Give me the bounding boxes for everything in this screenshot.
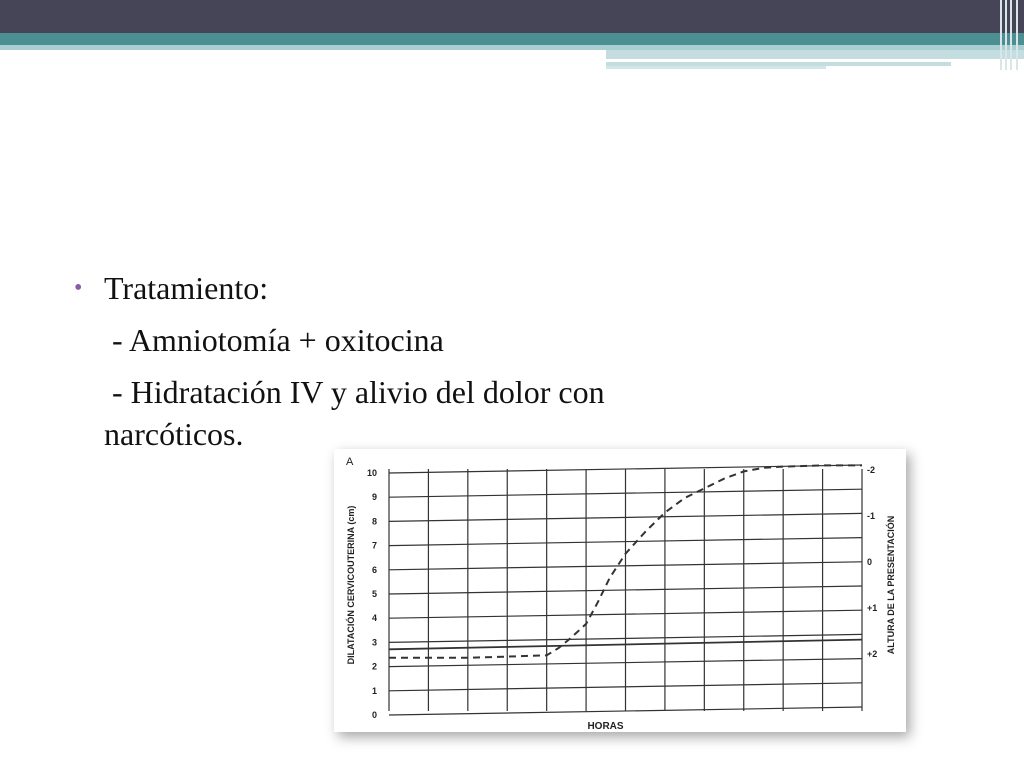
y-right-tick-label: -1 xyxy=(867,510,876,521)
labor-chart-svg xyxy=(334,449,906,732)
y-right-tick-label: -2 xyxy=(867,465,876,475)
slide-body xyxy=(74,262,814,460)
y-tick-label: 5 xyxy=(371,589,377,599)
bullet-heading: Tratamiento: xyxy=(104,270,269,306)
y-tick-label: 0 xyxy=(371,710,377,720)
header-accent-line-2 xyxy=(606,66,826,69)
treatment-line-1: - Amniotomía + oxitocina xyxy=(112,322,444,358)
y-right-tick-label: +2 xyxy=(867,648,878,659)
panel-label: A xyxy=(346,456,354,468)
y-tick-label: 1 xyxy=(371,685,377,696)
bullet-item xyxy=(74,262,814,314)
y-tick-label: 3 xyxy=(371,637,377,648)
bullet-icon: • xyxy=(74,275,83,301)
y-tick-label: 4 xyxy=(371,613,377,624)
y-tick-label: 6 xyxy=(371,564,377,575)
x-axis-label: HORAS xyxy=(587,721,624,732)
y-right-tick-label: +1 xyxy=(867,602,878,613)
treatment-line-3: narcóticos. xyxy=(104,416,244,452)
y-tick-label: 9 xyxy=(371,492,377,503)
y-right-axis-label: ALTURA DE LA PRESENTACIÓN xyxy=(886,515,896,655)
header-teal-bar xyxy=(0,33,1024,45)
y-axis-label: DILATACIÓN CERVICOUTERINA (cm) xyxy=(346,505,356,665)
y-tick-label: 10 xyxy=(366,468,377,478)
labor-chart xyxy=(334,449,906,732)
header-dark-bar xyxy=(0,0,1024,33)
y-tick-label: 8 xyxy=(371,516,377,527)
y-tick-label: 2 xyxy=(371,661,377,672)
y-right-tick-label: 0 xyxy=(867,556,873,567)
treatment-line-2: - Hidratación IV y alivio del dolor con xyxy=(112,374,605,410)
header-right-stripes xyxy=(998,0,1024,70)
y-tick-label: 7 xyxy=(371,540,377,551)
header-accent-bar xyxy=(606,50,1024,59)
